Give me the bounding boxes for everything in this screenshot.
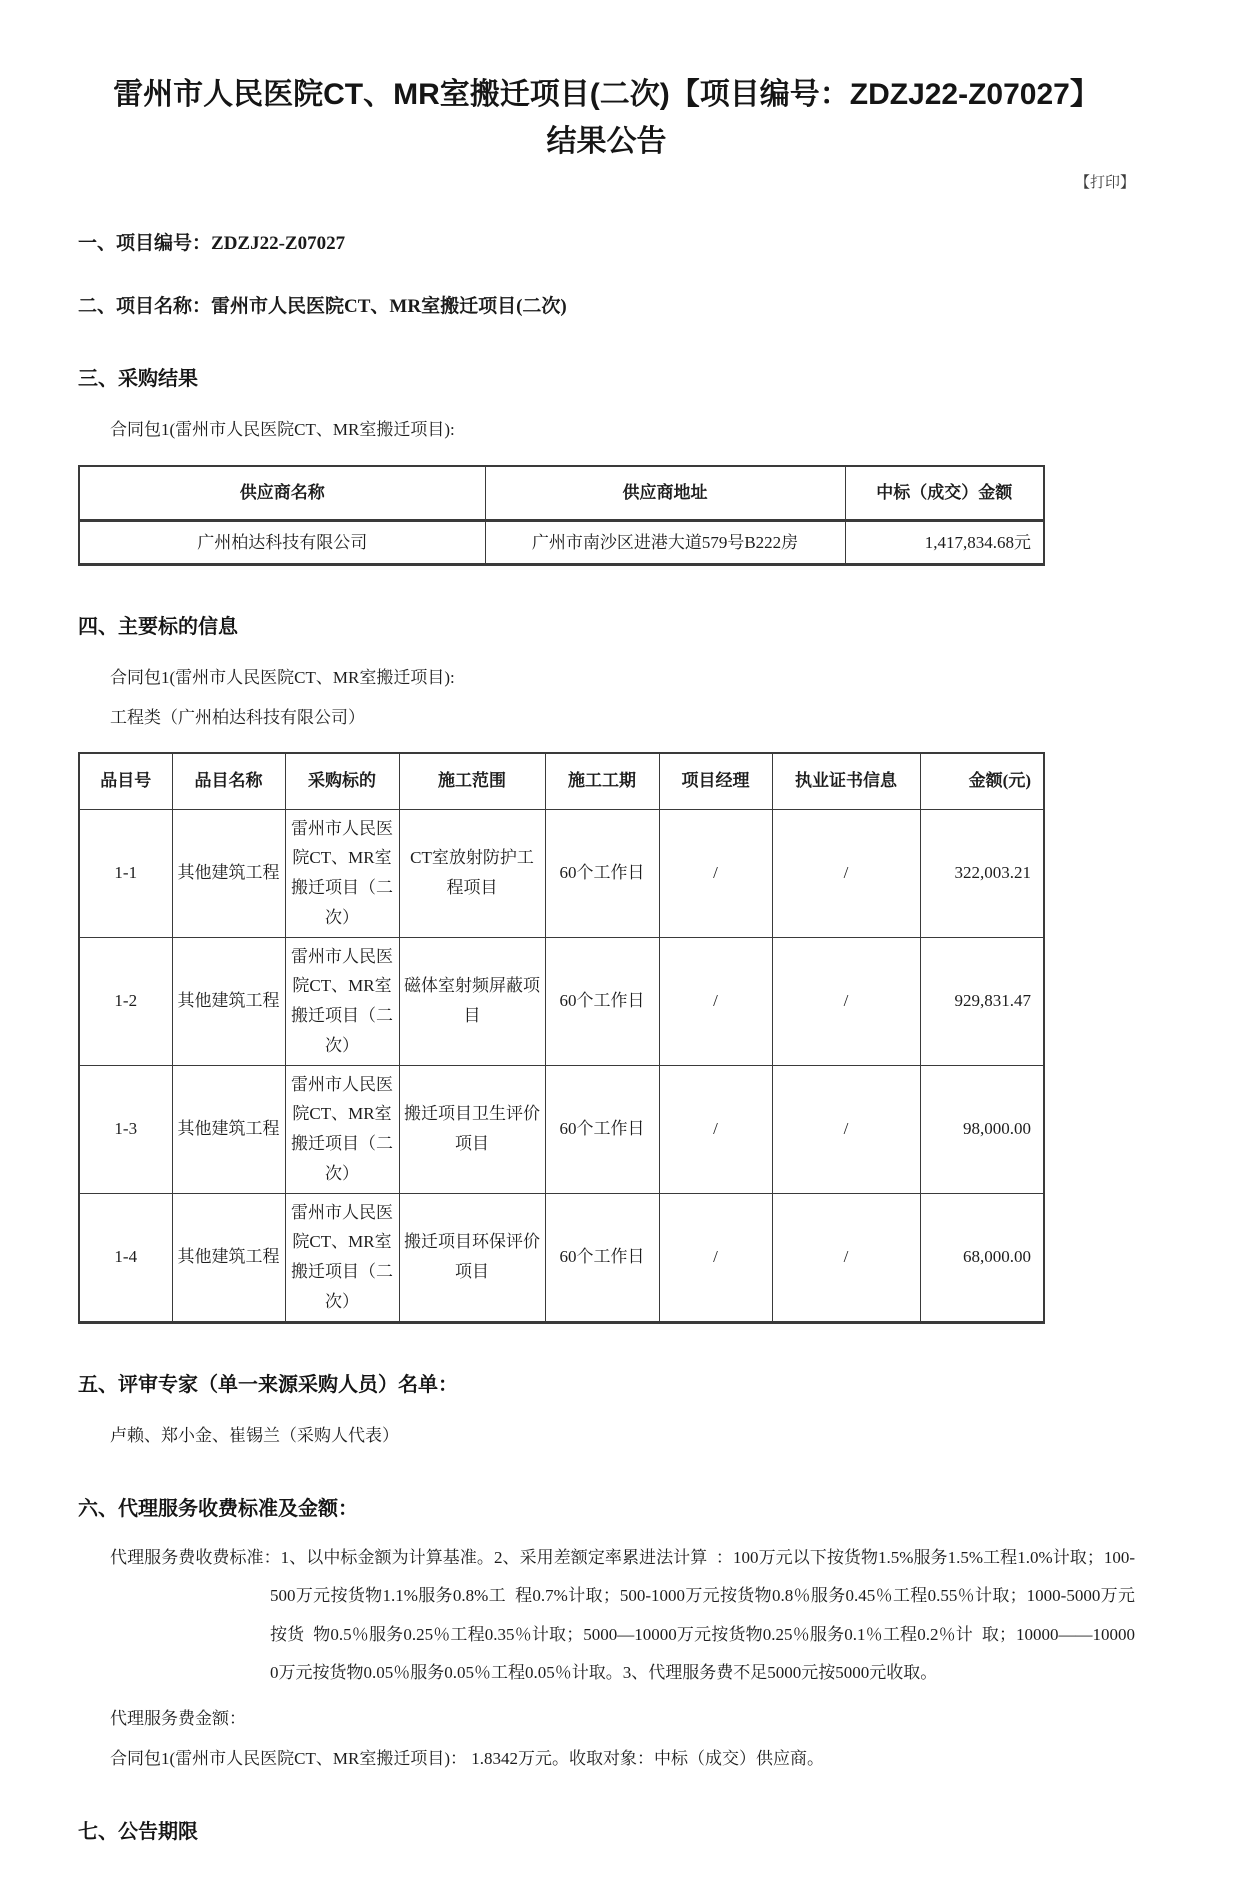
- table-row: [79, 1193, 1044, 1322]
- column-header: 中标（成交）金额: [845, 466, 1044, 521]
- page-title-line1: 雷州市人民医院CT、MR室搬迁项目(二次)【项目编号：ZDZJ22-Z07027】: [113, 78, 1100, 111]
- table-cell: 60个工作日: [545, 1065, 659, 1193]
- table-row: [79, 809, 1044, 937]
- experts-names: 卢赖、郑小金、崔锡兰（采购人代表）: [110, 1425, 399, 1445]
- table-cell: /: [772, 1065, 920, 1193]
- subject-info-package-label: 合同包1(雷州市人民医院CT、MR室搬迁项目):: [110, 668, 455, 687]
- agency-fee-standard-text: 代理服务费收费标准：1、以中标金额为计算基准。2、采用差额定率累进法计算 ：100万元以下按货物1.5%服务1.5%工程1.0%计取；100-500万元按货物1.1%服务0.8%工 程0.7%计取；500-1000万元按货物0.8％服务0.45％工程0.55％计取；1000-5000万元按货 物0.5％服务0.25％工程0.35％计取；5000—10000万元按货物0.25％服务0.1％工程0.2％计 取；10000——100000万元按货物0.05％服务0.05％工程0.05％计取。3、代理服务费不足5000元按5000元收取。: [110, 1548, 1135, 1682]
- table-cell: 磁体室射频屏蔽项目: [399, 937, 545, 1065]
- table-cell: 68,000.00: [920, 1193, 1044, 1322]
- table-cell: 雷州市人民医院CT、MR室搬迁项目（二次）: [285, 809, 399, 937]
- table-cell: 广州柏达科技有限公司: [79, 521, 485, 565]
- table-cell: 其他建筑工程: [172, 809, 285, 937]
- table-cell: CT室放射防护工程项目: [399, 809, 545, 937]
- column-header: 执业证书信息: [772, 753, 920, 809]
- table-cell: /: [772, 937, 920, 1065]
- table-cell: 雷州市人民医院CT、MR室搬迁项目（二次）: [285, 937, 399, 1065]
- section-procurement-result-heading: 三、采购结果: [78, 368, 198, 390]
- procurement-result-package-label: 合同包1(雷州市人民医院CT、MR室搬迁项目):: [110, 420, 455, 439]
- table-cell: /: [659, 1065, 772, 1193]
- column-header: 金额(元): [920, 753, 1044, 809]
- subject-table: [78, 752, 1045, 1324]
- table-cell: 雷州市人民医院CT、MR室搬迁项目（二次）: [285, 1065, 399, 1193]
- page-title: [78, 72, 1135, 165]
- column-header: 施工工期: [545, 753, 659, 809]
- table-cell: 60个工作日: [545, 1193, 659, 1322]
- section-subject-info-heading: 四、主要标的信息: [78, 616, 238, 638]
- table-cell: /: [772, 1193, 920, 1322]
- project-number-label: 一、项目编号：: [78, 233, 212, 254]
- table-cell: 广州市南沙区进港大道579号B222房: [485, 521, 845, 565]
- table-row: [79, 521, 1044, 565]
- table-cell: /: [659, 809, 772, 937]
- column-header: 品目号: [79, 753, 172, 809]
- table-cell: 98,000.00: [920, 1065, 1044, 1193]
- section-agency-fee-heading: 六、代理服务收费标准及金额：: [78, 1498, 358, 1520]
- subject-info-category-label: 工程类（广州柏达科技有限公司）: [110, 707, 365, 727]
- column-header: 项目经理: [659, 753, 772, 809]
- table-cell: /: [659, 1193, 772, 1322]
- project-name-value: 雷州市人民医院CT、MR室搬迁项目(二次): [211, 296, 567, 317]
- column-header: 施工范围: [399, 753, 545, 809]
- table-cell: 1-3: [79, 1065, 172, 1193]
- subject-table-header-row: [79, 753, 1044, 809]
- column-header: 供应商名称: [79, 466, 485, 521]
- table-cell: 雷州市人民医院CT、MR室搬迁项目（二次）: [285, 1193, 399, 1322]
- table-cell: 其他建筑工程: [172, 1193, 285, 1322]
- column-header: 供应商地址: [485, 466, 845, 521]
- page-title-line2: 结果公告: [546, 124, 667, 158]
- table-cell: 322,003.21: [920, 809, 1044, 937]
- result-table-header-row: [79, 466, 1044, 521]
- table-cell: 1-1: [79, 809, 172, 937]
- table-cell: 929,831.47: [920, 937, 1044, 1065]
- table-row: [79, 1065, 1044, 1193]
- table-cell: 60个工作日: [545, 809, 659, 937]
- section-project-name: [78, 291, 1135, 318]
- column-header: 采购标的: [285, 753, 399, 809]
- agency-fee-amount-text: 合同包1(雷州市人民医院CT、MR室搬迁项目)： 1.8342万元。收取对象：中标（成交）供应商。: [110, 1748, 824, 1768]
- table-row: [79, 937, 1044, 1065]
- project-number-value: ZDZJ22-Z07027: [211, 233, 346, 254]
- table-cell: 1-2: [79, 937, 172, 1065]
- result-table: [78, 465, 1045, 567]
- table-cell: 1,417,834.68元: [845, 521, 1044, 565]
- table-cell: 60个工作日: [545, 937, 659, 1065]
- table-cell: 1-4: [79, 1193, 172, 1322]
- table-cell: 其他建筑工程: [172, 937, 285, 1065]
- table-cell: 搬迁项目卫生评价项目: [399, 1065, 545, 1193]
- project-name-label: 二、项目名称：: [78, 296, 212, 317]
- section-project-number: [78, 228, 1135, 255]
- section-experts-heading: 五、评审专家（单一来源采购人员）名单：: [78, 1373, 458, 1396]
- table-cell: 搬迁项目环保评价项目: [399, 1193, 545, 1322]
- section-announcement-period-heading: 七、公告期限: [78, 1821, 198, 1843]
- print-button[interactable]: 【打印】: [1074, 175, 1135, 191]
- table-cell: 其他建筑工程: [172, 1065, 285, 1193]
- column-header: 品目名称: [172, 753, 285, 809]
- table-cell: /: [659, 937, 772, 1065]
- print-row: [78, 171, 1135, 192]
- agency-fee-amount-label: 代理服务费金额：: [110, 1709, 246, 1728]
- table-cell: /: [772, 809, 920, 937]
